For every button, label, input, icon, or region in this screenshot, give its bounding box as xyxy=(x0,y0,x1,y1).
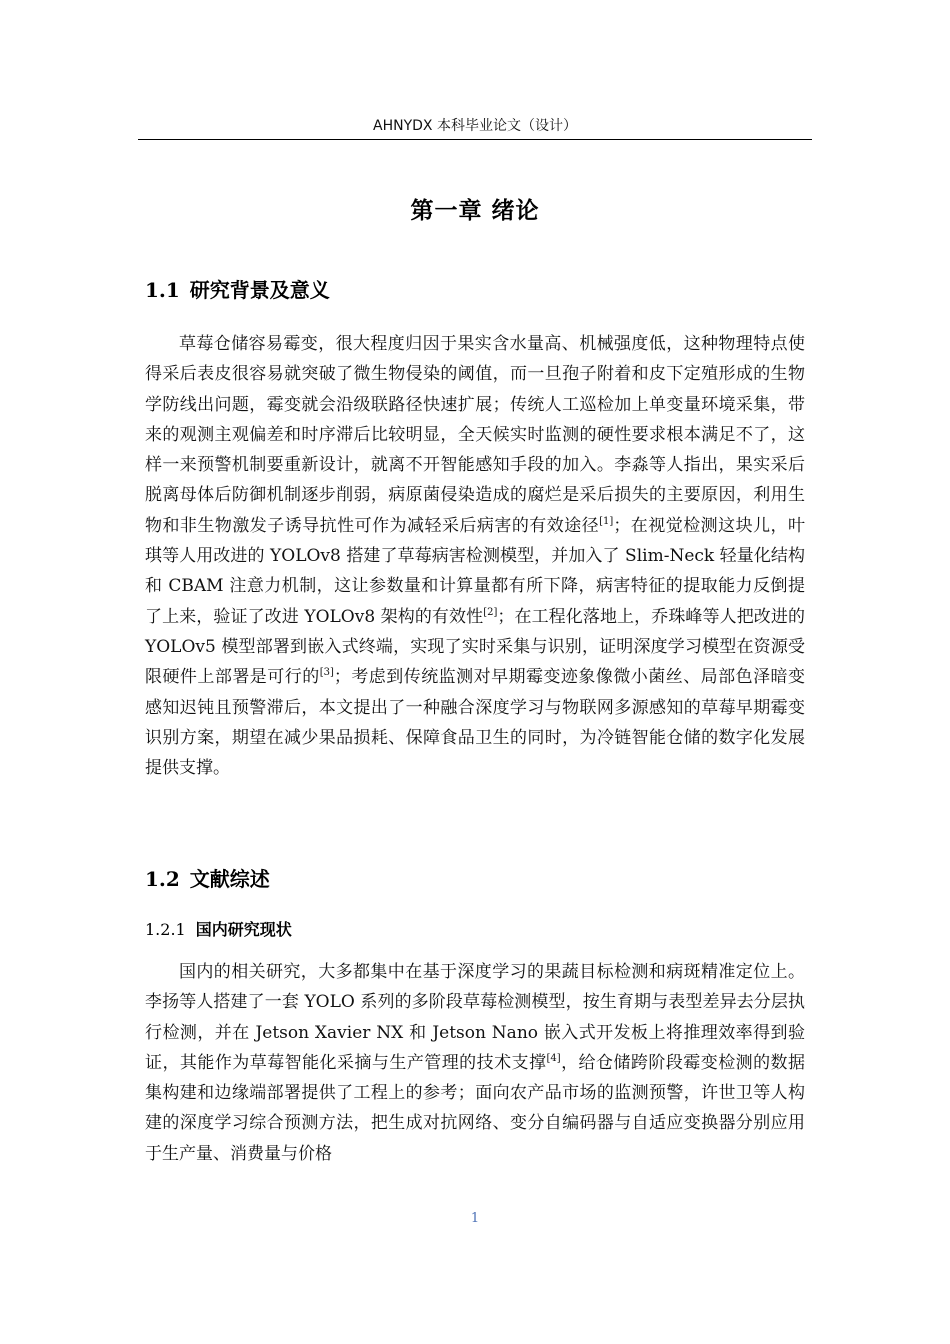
header-rule xyxy=(138,139,812,140)
background-paragraph xyxy=(145,329,805,783)
section-heading-1-1 xyxy=(145,276,330,304)
subsection-heading-1-2-1 xyxy=(145,919,292,941)
paragraph-text: ；在工程化落地上，乔珠峰等人把改进的 YOLOv5 模型部署到嵌入式终端，实现了实时采集与识别，证明深度学习模型在资源受限硬件上部署是可行的 xyxy=(145,606,805,688)
section-title: 研究背景及意义 xyxy=(189,278,330,302)
section-number: 1.2 xyxy=(145,867,180,891)
section-title: 文献综述 xyxy=(189,867,270,891)
domestic-research-paragraph xyxy=(145,957,805,1169)
paragraph-text: ；在视觉检测这块儿，叶琪等人用改进的 YOLOv8 搭建了草莓病害检测模型，并加入了 Slim-Neck 轻量化结构和 CBAM 注意力机制，这让参数量和计算量都有所下降，病害特征的提取能力反倒提了上来，验证了改进 YOLOv8 架构的有效性 xyxy=(145,515,806,627)
citation-marker: [2] xyxy=(483,606,498,618)
citation-marker: [3] xyxy=(319,667,334,679)
citation-marker: [4] xyxy=(546,1052,561,1064)
paragraph-text: 国内的相关研究，大多都集中在基于深度学习的果蔬目标检测和病斑精准定位上。李扬等人搭建了一套 YOLO 系列的多阶段草莓检测模型，按生育期与表型差异去分层执行检测，并在 Jetson Xavier NX 和 Jetson Nano 嵌入式开发板上将推理效率得到验证，其能作为草莓智能化采摘与生产管理的技术支撑 xyxy=(145,962,805,1073)
subsection-title: 国内研究现状 xyxy=(195,920,292,939)
subsection-number: 1.2.1 xyxy=(145,920,186,939)
section-number: 1.1 xyxy=(145,278,180,302)
page-number: 1 xyxy=(470,1211,480,1226)
paragraph-text: 草莓仓储容易霉变，很大程度归因于果实含水量高、机械强度低，这种物理特点使得采后表皮很容易就突破了微生物侵染的阈值，而一旦孢子附着和皮下定殖形成的生物学防线出问题，霉变就会沿级联路径快速扩展；传统人工巡检加上单变量环境采集，带来的观测主观偏差和时序滞后比较明显，全天候实时监测的硬性要求根本满足不了，这样一来预警机制要重新设计，就离不开智能感知手段的加入。李淼等人指出，果实采后脱离母体后防御机制逐步削弱，病原菌侵染造成的腐烂是采后损失的主要原因，利用生物和非生物激发子诱导抗性可作为减轻采后病害的有效途径 xyxy=(145,334,805,536)
paragraph-text: ，给仓储跨阶段霉变检测的数据集构建和边缘端部署提供了工程上的参考；面向农产品市场的监测预警，许世卫等人构建的深度学习综合预测方法，把生成对抗网络、变分自编码器与自适应变换器分别应用于生产量、消费量与价格 xyxy=(145,1052,806,1164)
citation-marker: [1] xyxy=(599,515,614,527)
running-header: AHNYDX 本科毕业论文（设计） xyxy=(373,118,577,134)
paragraph-text: ；考虑到传统监测对早期霉变迹象像微小菌丝、局部色泽暗变感知迟钝且预警滞后，本文提出了一种融合深度学习与物联网多源感知的草莓早期霉变识别方案，期望在减少果品损耗、保障食品卫生的同时，为冷链智能仓储的数字化发展提供支撑。 xyxy=(145,667,806,779)
chapter-title: 第一章 绪论 xyxy=(410,198,540,224)
section-heading-1-2 xyxy=(145,865,270,893)
